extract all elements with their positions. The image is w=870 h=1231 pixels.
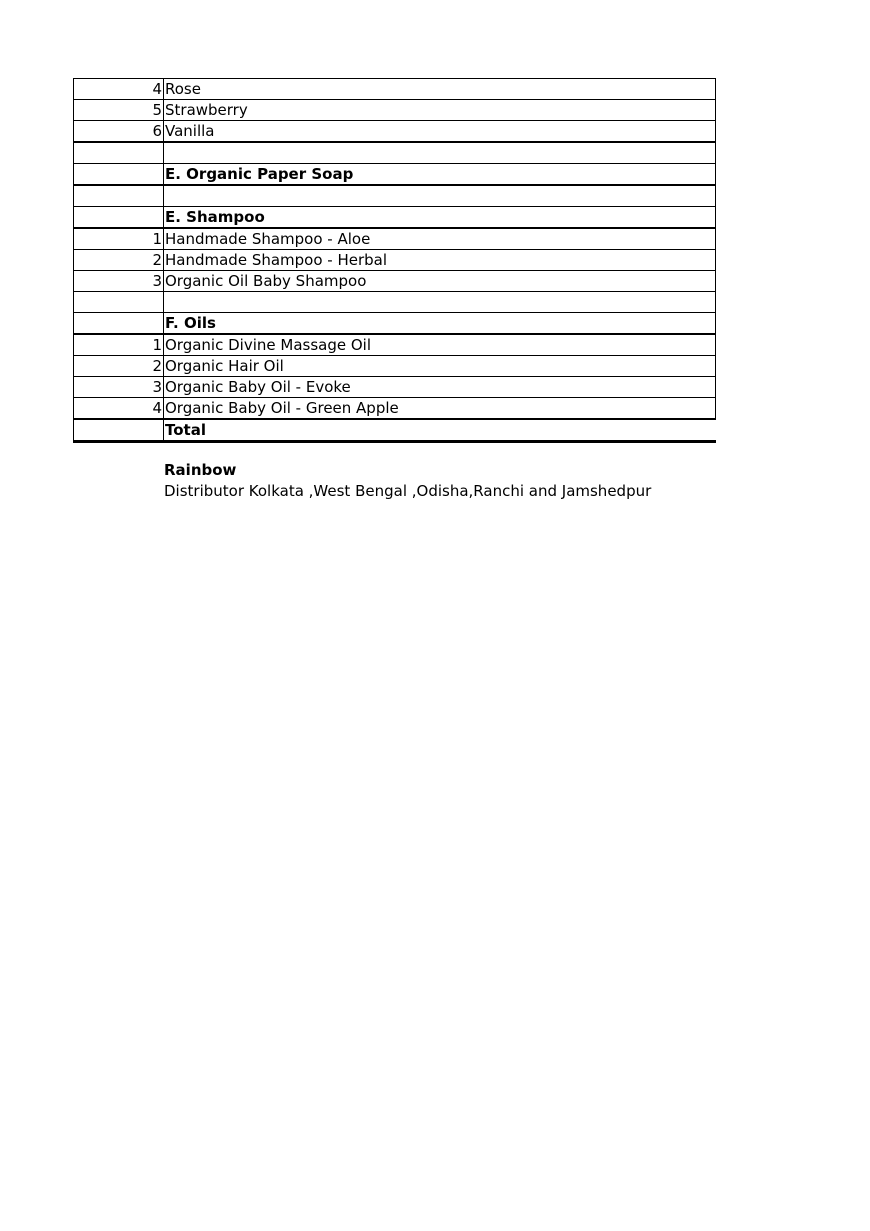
section-header-row — [74, 207, 716, 229]
total-row — [74, 419, 716, 442]
row-number: 6 — [74, 121, 164, 143]
row-number — [74, 164, 164, 186]
table-row — [74, 228, 716, 250]
product-name: Handmade Shampoo - Herbal — [164, 250, 716, 271]
spacer-row — [74, 185, 716, 207]
row-number — [74, 292, 164, 313]
row-number: 1 — [74, 228, 164, 250]
product-name — [164, 185, 716, 207]
product-name: Rose — [164, 79, 716, 100]
table-row — [74, 100, 716, 121]
product-name: Organic Baby Oil - Green Apple — [164, 398, 716, 420]
row-number — [74, 207, 164, 229]
row-number — [74, 142, 164, 164]
spacer-row — [74, 142, 716, 164]
row-number: 3 — [74, 271, 164, 292]
distributor-footer — [164, 460, 651, 502]
product-name: Organic Baby Oil - Evoke — [164, 377, 716, 398]
table-row — [74, 334, 716, 356]
row-number: 3 — [74, 377, 164, 398]
product-table — [73, 78, 716, 443]
section-title: E. Organic Paper Soap — [164, 164, 716, 186]
row-number: 5 — [74, 100, 164, 121]
row-number: 4 — [74, 79, 164, 100]
table-row — [74, 356, 716, 377]
row-number: 2 — [74, 250, 164, 271]
section-title: F. Oils — [164, 313, 716, 335]
product-list-sheet — [73, 78, 715, 443]
product-name — [164, 142, 716, 164]
product-name — [164, 292, 716, 313]
table-row — [74, 271, 716, 292]
table-row — [74, 121, 716, 143]
section-header-row — [74, 164, 716, 186]
product-name: Strawberry — [164, 100, 716, 121]
product-name: Organic Divine Massage Oil — [164, 334, 716, 356]
product-name: Organic Hair Oil — [164, 356, 716, 377]
row-number: 2 — [74, 356, 164, 377]
row-number: 1 — [74, 334, 164, 356]
product-name: Vanilla — [164, 121, 716, 143]
row-number — [74, 185, 164, 207]
product-name: Organic Oil Baby Shampoo — [164, 271, 716, 292]
section-header-row — [74, 313, 716, 335]
product-name: Handmade Shampoo - Aloe — [164, 228, 716, 250]
table-row — [74, 79, 716, 100]
section-title: E. Shampoo — [164, 207, 716, 229]
distributor-line: Distributor Kolkata ,West Bengal ,Odisha,Ranchi and Jamshedpur — [164, 482, 652, 500]
spacer-row — [74, 292, 716, 313]
table-row — [74, 398, 716, 420]
total-label: Total — [164, 419, 716, 442]
row-number: 4 — [74, 398, 164, 420]
table-row — [74, 377, 716, 398]
table-row — [74, 250, 716, 271]
row-number — [74, 419, 164, 442]
row-number — [74, 313, 164, 335]
brand-name: Rainbow — [164, 461, 237, 479]
